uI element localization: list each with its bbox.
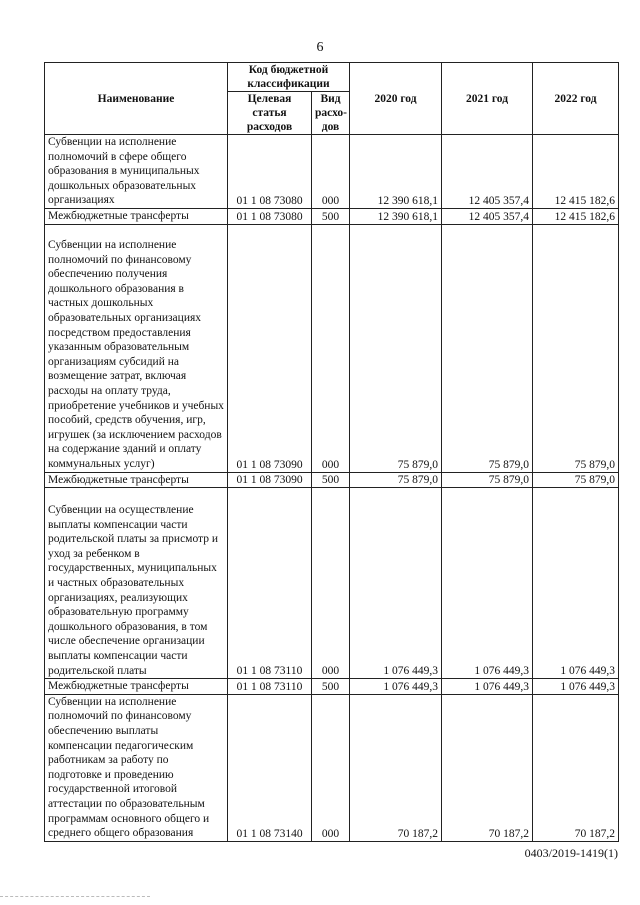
row-2020: 70 187,2 xyxy=(350,694,442,841)
row-2022: 12 415 182,6 xyxy=(533,208,619,224)
header-target: Целевая статья расходов xyxy=(228,92,312,135)
table-row xyxy=(45,679,619,695)
row-code: 01 1 08 73080 xyxy=(228,135,312,209)
row-2021: 75 879,0 xyxy=(442,224,533,472)
table-row xyxy=(45,208,619,224)
row-type: 500 xyxy=(312,208,350,224)
row-type: 000 xyxy=(312,224,350,472)
header-kbk: Код бюджетной классификации xyxy=(228,63,350,92)
table-row xyxy=(45,488,619,679)
row-2022: 1 076 449,3 xyxy=(533,679,619,695)
page-number: 6 xyxy=(316,40,324,55)
row-2022: 12 415 182,6 xyxy=(533,135,619,209)
row-code: 01 1 08 73080 xyxy=(228,208,312,224)
row-name: Межбюджетные трансферты xyxy=(45,679,228,695)
scan-edge-divider xyxy=(0,896,150,903)
row-2022: 1 076 449,3 xyxy=(533,488,619,679)
row-2021: 1 076 449,3 xyxy=(442,488,533,679)
header-type: Вид расхо-дов xyxy=(312,92,350,135)
row-code: 01 1 08 73090 xyxy=(228,472,312,488)
row-code: 01 1 08 73140 xyxy=(228,694,312,841)
row-type: 500 xyxy=(312,679,350,695)
row-2021: 12 405 357,4 xyxy=(442,208,533,224)
header-2021: 2021 год xyxy=(442,63,533,135)
row-2022: 75 879,0 xyxy=(533,224,619,472)
budget-table xyxy=(44,62,619,842)
row-2020: 1 076 449,3 xyxy=(350,679,442,695)
row-name: Субвенции на исполнение полномочий в сфере общего образования в муниципальных дошкольных образовательных организациях xyxy=(45,135,228,209)
row-2022: 70 187,2 xyxy=(533,694,619,841)
table-row xyxy=(45,694,619,841)
row-2022: 75 879,0 xyxy=(533,472,619,488)
row-2020: 12 390 618,1 xyxy=(350,208,442,224)
row-type: 000 xyxy=(312,694,350,841)
row-name: Субвенции на осуществление выплаты компенсации части родительской платы за присмотр и уход за ребенком в государственных, муниципальных и частных образовательных организациях, реализующих образовательную программу дошкольного образования, в том числе обеспечение организации выплаты компенсации части родительской платы xyxy=(45,488,228,679)
row-2020: 1 076 449,3 xyxy=(350,488,442,679)
row-2020: 12 390 618,1 xyxy=(350,135,442,209)
row-type: 000 xyxy=(312,135,350,209)
row-2021: 75 879,0 xyxy=(442,472,533,488)
table-row xyxy=(45,135,619,209)
row-2020: 75 879,0 xyxy=(350,472,442,488)
row-code: 01 1 08 73110 xyxy=(228,679,312,695)
table-row xyxy=(45,224,619,472)
row-name: Субвенции на исполнение полномочий по финансовому обеспечению получения дошкольного образования в частных дошкольных образовательных организациях посредством предоставления указанным образовательным организациям субсидий на возмещение затрат, включая расходы на оплату труда, приобретение учебников и учебных пособий, средств обучения, игр, игрушек (за исключением расходов на содержание зданий и оплату коммунальных услуг) xyxy=(45,224,228,472)
row-2021: 12 405 357,4 xyxy=(442,135,533,209)
row-name: Субвенции на исполнение полномочий по финансовому обеспечению выплаты компенсации педагогическим работникам за работу по подготовке и проведению государственной итоговой аттестации по образовательным программам основного общего и среднего общего образования xyxy=(45,694,228,841)
header-2020: 2020 год xyxy=(350,63,442,135)
row-2020: 75 879,0 xyxy=(350,224,442,472)
header-name: Наименование xyxy=(45,63,228,135)
row-type: 500 xyxy=(312,472,350,488)
row-type: 000 xyxy=(312,488,350,679)
row-name: Межбюджетные трансферты xyxy=(45,208,228,224)
row-code: 01 1 08 73090 xyxy=(228,224,312,472)
header-2022: 2022 год xyxy=(533,63,619,135)
row-name: Межбюджетные трансферты xyxy=(45,472,228,488)
table-row xyxy=(45,472,619,488)
document-code: 0403/2019-1419(1) xyxy=(524,846,618,860)
row-2021: 70 187,2 xyxy=(442,694,533,841)
row-2021: 1 076 449,3 xyxy=(442,679,533,695)
row-code: 01 1 08 73110 xyxy=(228,488,312,679)
